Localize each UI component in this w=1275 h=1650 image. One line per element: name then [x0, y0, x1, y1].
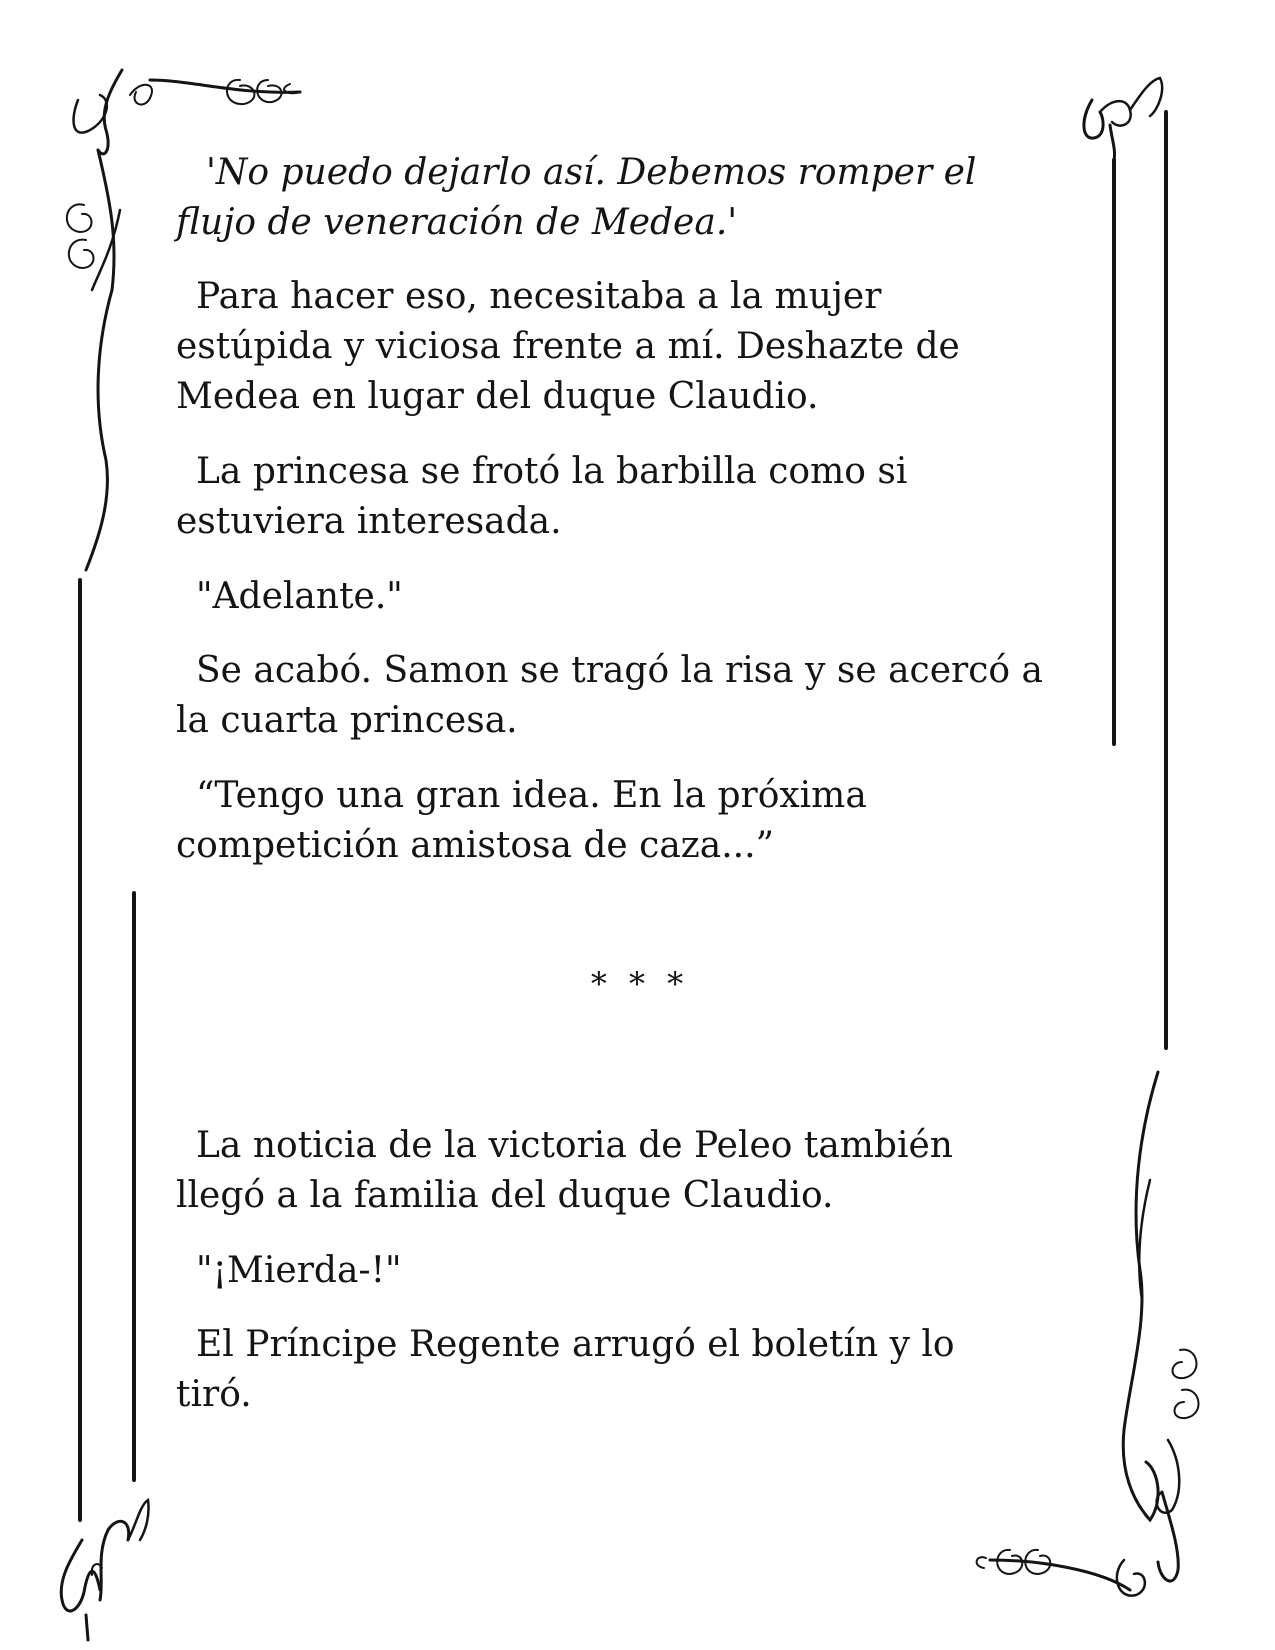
text-line: llegó a la familia del duque Claudio. — [176, 1175, 834, 1216]
text-line: "Adelante." — [196, 576, 403, 617]
flourish-bottom-left-icon — [61, 1500, 148, 1640]
text-line: La princesa se frotó la barbilla como si — [196, 451, 908, 492]
paragraph — [176, 1121, 1096, 1221]
text-line: tiró. — [176, 1374, 252, 1415]
text-line: Se acabó. Samon se tragó la risa y se acercó a — [196, 650, 1043, 691]
paragraph — [176, 646, 1096, 746]
text-line: flujo de veneración de Medea.' — [176, 202, 738, 243]
paragraph — [176, 272, 1096, 422]
text-line: "¡Mierda-!" — [196, 1250, 402, 1291]
text-line: 'No puedo dejarlo así. Debemos romper el — [206, 152, 977, 193]
paragraph-inner-thought — [176, 148, 1096, 248]
text-line: “Tengo una gran idea. En la próxima — [196, 775, 867, 816]
paragraph — [176, 447, 1096, 547]
text-line: la cuarta princesa. — [176, 700, 518, 741]
text-line: Medea en lugar del duque Claudio. — [176, 376, 819, 417]
paragraph — [176, 1320, 1096, 1420]
text-line: La noticia de la victoria de Peleo también — [196, 1125, 953, 1166]
paragraph-dialogue — [176, 1246, 1096, 1296]
text-line: Para hacer eso, necesitaba a la mujer — [196, 276, 882, 317]
scene-separator: * * * — [590, 965, 690, 1003]
paragraph-dialogue — [176, 572, 1096, 622]
text-line: El Príncipe Regente arrugó el boletín y lo — [196, 1324, 955, 1365]
paragraph-dialogue — [176, 771, 1096, 871]
text-line: estúpida y viciosa frente a mí. Deshazte de — [176, 326, 960, 367]
text-line: estuviera interesada. — [176, 501, 562, 542]
text-line: competición amistosa de caza...” — [176, 825, 774, 866]
